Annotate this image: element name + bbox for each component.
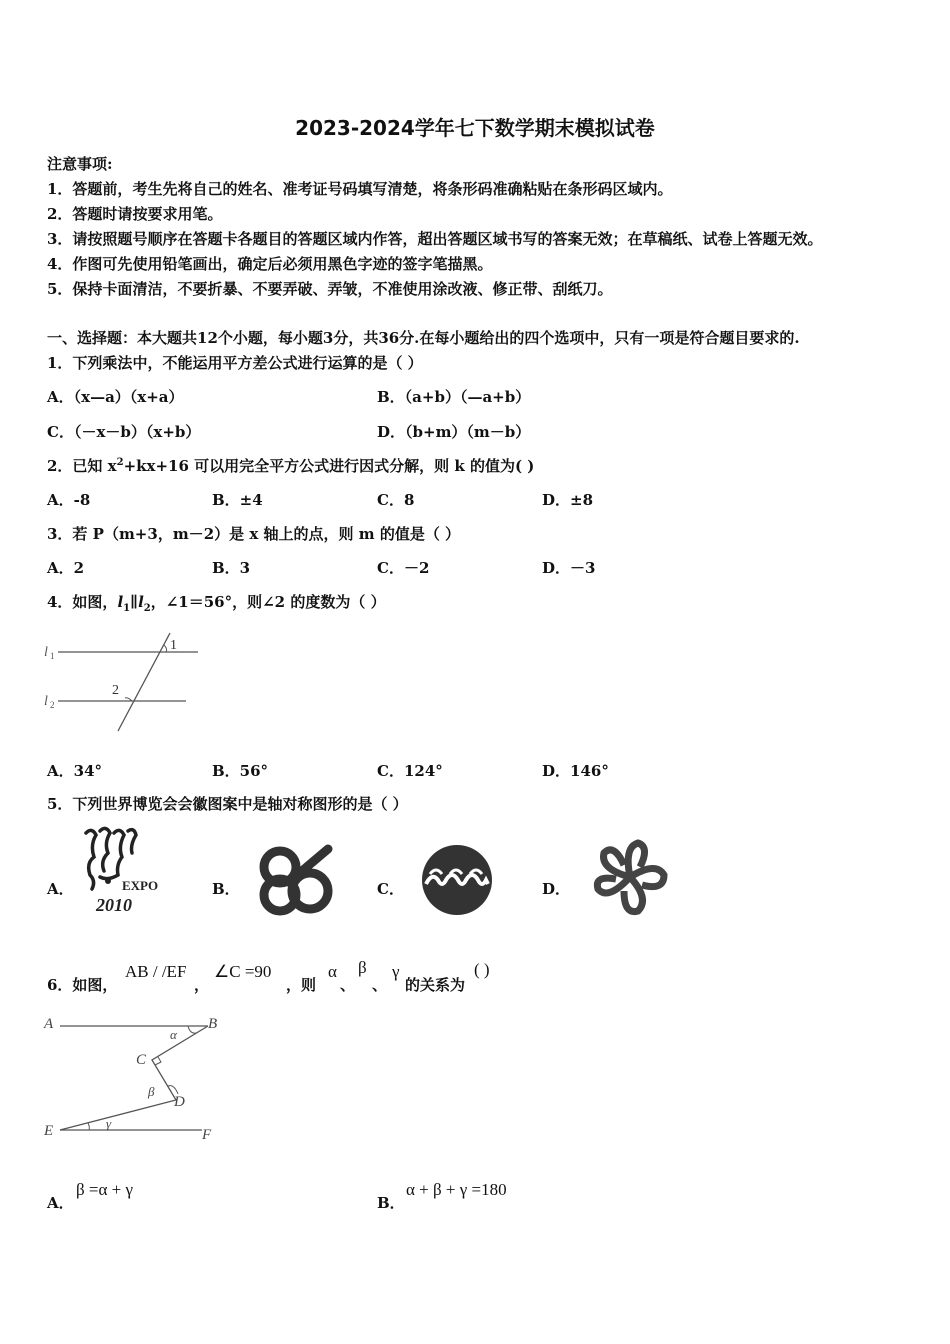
q2-stem-pre: 2．已知 x [47, 457, 117, 475]
q6-paren: ( ) [474, 960, 490, 979]
q6-sep-2: 、 [372, 976, 388, 994]
fig-point-c: C [136, 1052, 147, 1068]
q2-stem-post: +kx+16 可以用完全平方公式进行因式分解，则 k 的值为( ) [123, 457, 535, 475]
q5-stem: 5．下列世界博览会会徽图案中是轴对称图形的是（ ） [47, 795, 408, 813]
q1-option-a: A．（x—a）（x+a） [47, 388, 184, 406]
q4-parallel: ∥ [130, 593, 139, 611]
q2-stem [47, 455, 534, 476]
fig-label-l2-sub: 2 [50, 700, 55, 710]
q6-option-b-label: B． [377, 1194, 405, 1212]
q4-l1: l [117, 593, 124, 611]
q3-option-a: A．2 [47, 559, 85, 577]
q6-math-right-angle: ∠C =90 [214, 962, 272, 981]
q4-figure [40, 625, 210, 740]
q3-stem: 3．若 P（m+3，m－2）是 x 轴上的点，则 m 的值是（ ） [47, 525, 461, 543]
expo-year: 2010 [96, 895, 132, 913]
q6-stem-pre: 6．如图， [47, 976, 118, 994]
ribbon-logo-icon [258, 843, 338, 918]
fig-beta: β [148, 1084, 155, 1099]
q2-option-c: C．8 [377, 491, 415, 509]
fig-label-l1-sub: 1 [50, 651, 55, 661]
expo-text: EXPO [122, 878, 159, 893]
q6-option-a-math: β =α + γ [76, 1180, 133, 1199]
q4-option-a: A．34° [47, 762, 103, 780]
q4-l2-sub: 2 [143, 603, 151, 614]
q3-option-b: B．3 [212, 559, 251, 577]
fig-label-l1: l [44, 645, 48, 660]
transversal [118, 633, 170, 731]
notice-heading: 注意事项: [47, 155, 113, 173]
q2-option-d: D．±8 [542, 491, 594, 509]
q5-option-b: B． [212, 880, 240, 898]
fig-gamma: γ [106, 1116, 112, 1131]
q2-option-b: B．±4 [212, 491, 263, 509]
q1-stem: 1．下列乘法中，不能运用平方差公式进行运算的是（ ） [47, 354, 423, 372]
fig-point-d: D [174, 1094, 185, 1110]
q6-option-b-math: α + β + γ =180 [406, 1180, 507, 1199]
notice-item-4: 4．作图可先使用铅笔画出，确定后必须用黑色字迹的签字笔描黑。 [47, 255, 493, 273]
notice-item-1: 1．答题前，考生先将自己的姓名、准考证号码填写清楚，将条形码准确粘贴在条形码区域内。 [47, 180, 673, 198]
q1-option-c: C．（－x－b）（x+b） [47, 423, 201, 441]
alpha-arc [188, 1026, 196, 1033]
q2-superscript: 2 [116, 457, 124, 468]
fig-angle-1: 1 [170, 638, 177, 653]
wave-logo-icon [420, 844, 494, 916]
q4-stem-post: ，∠1＝56°，则∠2 的度数为（ ） [150, 593, 386, 611]
q4-option-b: B．56° [212, 762, 269, 780]
q6-figure [40, 1008, 230, 1148]
notice-item-3: 3．请按照题号顺序在答题卡各题目的答题区域内作答，超出答题区域书写的答案无效；在草稿纸、试卷上答题无效。 [47, 230, 823, 248]
expo-logo-icon [78, 823, 170, 913]
fig-label-l2: l [44, 694, 48, 709]
q4-stem-pre: 4．如图， [47, 593, 118, 611]
q6-beta: β [358, 958, 367, 977]
fig-point-b: B [208, 1016, 218, 1032]
gamma-arc [88, 1123, 89, 1130]
q5-option-d: D． [542, 880, 571, 898]
page-title: 2023-2024学年七下数学期末模拟试卷 [295, 116, 655, 140]
zigzag [60, 1026, 208, 1130]
q4-option-c: C．124° [377, 762, 443, 780]
q3-option-c: C．－2 [377, 559, 430, 577]
notice-item-5: 5．保持卡面清洁，不要折暴、不要弄破、弄皱，不准使用涂改液、修正带、刮纸刀。 [47, 280, 613, 298]
q6-math-parallel: AB / /EF [125, 962, 187, 981]
q5-option-c: C． [377, 880, 404, 898]
q6-alpha: α [328, 962, 337, 981]
notice-item-2: 2．答题时请按要求用笔。 [47, 205, 223, 223]
q6-comma: ， [194, 976, 210, 994]
q4-l1-sub: 1 [123, 603, 131, 614]
fig-point-a: A [44, 1016, 54, 1032]
q6-option-a-label: A． [47, 1194, 74, 1212]
section-heading: 一、选择题：本大题共12个小题，每小题3分，共36分.在每小题给出的四个选项中，只有一项是符合题目要求的. [47, 329, 800, 347]
q3-option-d: D．－3 [542, 559, 596, 577]
q1-option-b: B．（a+b）（—a+b） [377, 388, 531, 406]
q2-option-a: A．-8 [47, 491, 91, 509]
fig-angle-2: 2 [112, 683, 119, 698]
angle1-arc [164, 645, 167, 652]
flower-logo-icon [590, 835, 670, 919]
q6-sep-1: 、 [340, 976, 356, 994]
q5-option-a: A． [47, 880, 74, 898]
q4-stem [47, 591, 386, 614]
q1-option-d: D．（b+m）（m－b） [377, 423, 531, 441]
q6-stem-mid: ，则 [286, 976, 317, 994]
q4-option-d: D．146° [542, 762, 609, 780]
fig-point-f: F [202, 1127, 212, 1143]
fig-alpha: α [170, 1027, 177, 1042]
fig-point-e: E [44, 1123, 54, 1139]
q6-gamma: γ [392, 962, 400, 981]
q6-stem-post: 的关系为 [405, 976, 466, 994]
q4-l2: l [138, 593, 144, 611]
